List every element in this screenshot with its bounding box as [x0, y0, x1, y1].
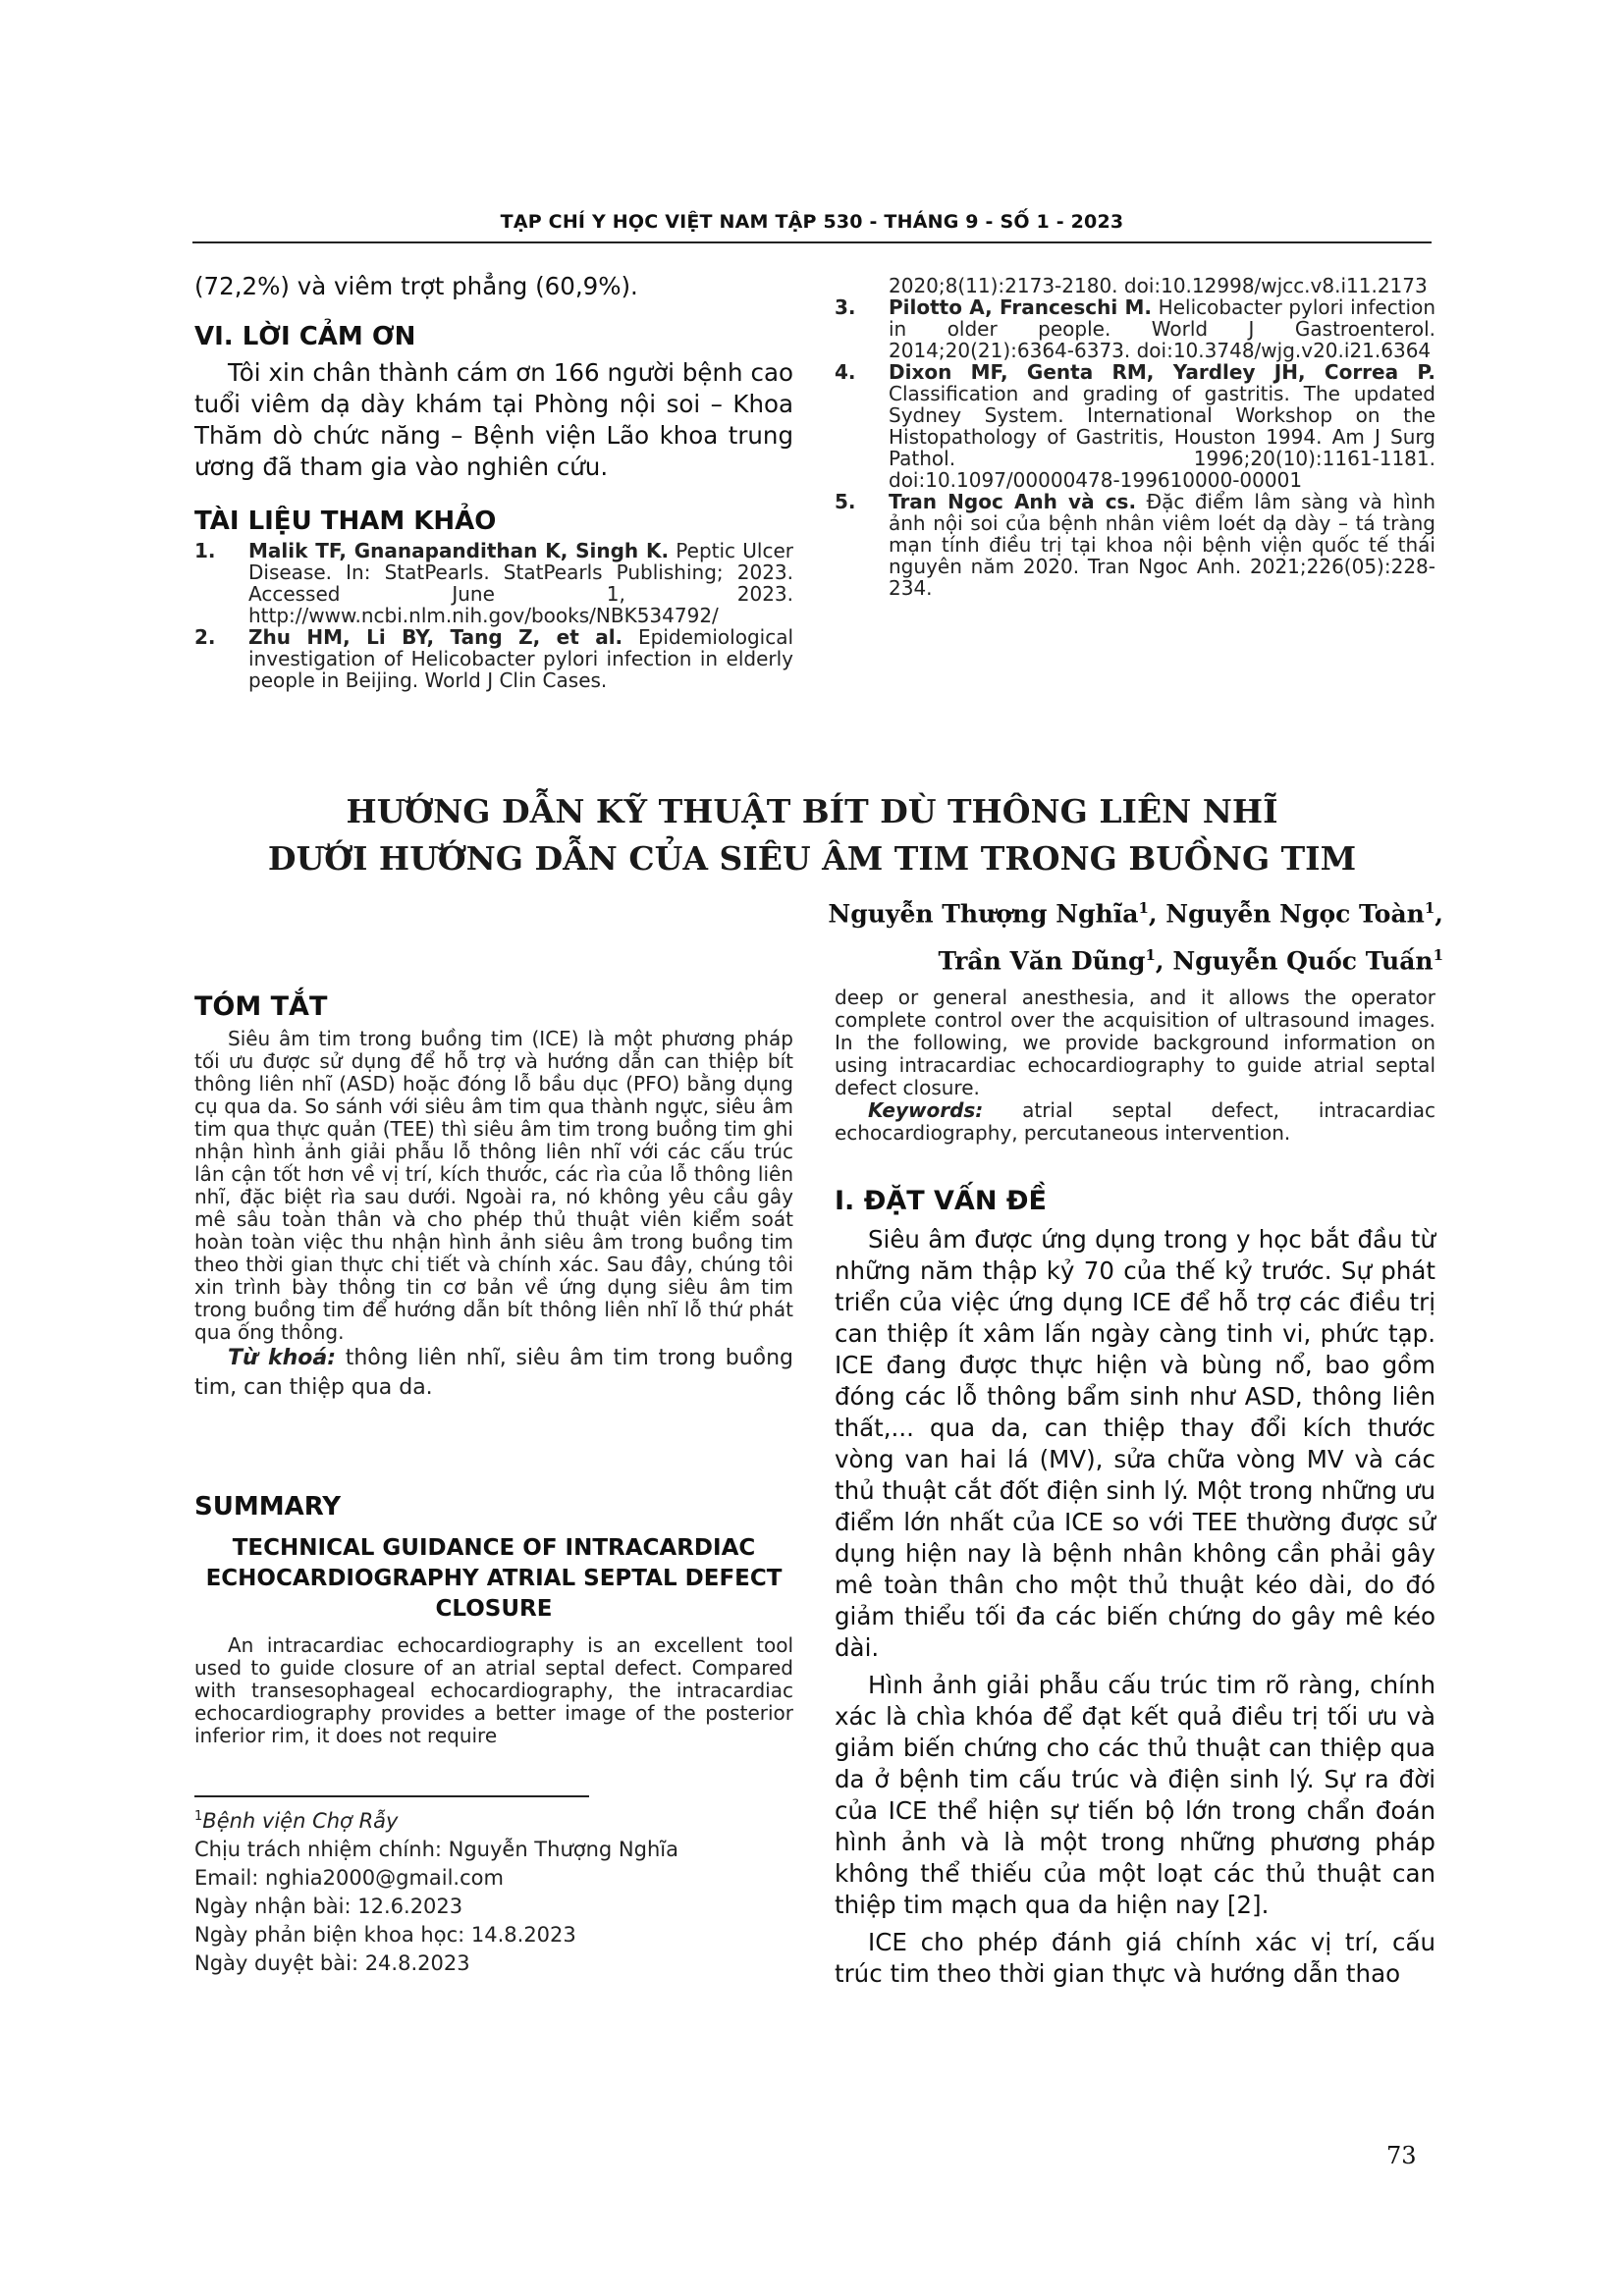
references-section	[194, 507, 793, 691]
introduction-paragraph: Hình ảnh giải phẫu cấu trúc tim rõ ràng, chính xác là chìa khóa để đạt kết quả điều trị tối ưu và giảm biến chứng cho các thủ thuật can thiệp qua da ở bệnh tim cấu trúc và điện sinh lý. Sự ra đời của ICE thể hiện sự tiến bộ lớn trong chẩn đoán hình ảnh và là một trong những phương pháp không thể thiếu của một loạt các thủ thuật can thiệp tim mạch qua da hiện nay [2].	[835, 1671, 1435, 1919]
author-name: Trần Văn Dũng	[938, 946, 1146, 976]
author-name: Nguyễn Quốc Tuấn	[1172, 946, 1434, 976]
abstract-text: Siêu âm tim trong buồng tim (ICE) là một phương pháp tối ưu được sử dụng để hỗ trợ và hướng dẫn can thiệp bít thông liên nhĩ (ASD) hoặc đóng lỗ bầu dục (PFO) bằng dụng cụ qua da. So sánh với siêu âm tim qua thành ngực, siêu âm tim qua thực quản (TEE) thì siêu âm tim trong buồng tim ghi nhận hình ảnh giải phẫu lỗ thông liên nhĩ với các cấu trúc lân cận tốt hơn về vị trí, kích thước, các rìa của lỗ thông liên nhĩ, đặc biệt rìa sau dưới. Ngoài ra, nó không yêu cầu gây mê sâu toàn thân và cho phép thủ thuật viên kiểm soát hoàn toàn việc thu nhận hình ảnh siêu âm trong buồng tim theo thời gian thực chi tiết và chính xác. Sau đây, chúng tôi xin trình bày thông tin cơ bản về ứng dụng siêu âm tim trong buồng tim để hướng dẫn bít thông liên nhĩ lỗ thứ phát qua ống thông.	[194, 1027, 793, 1344]
page-number: 73	[1386, 2142, 1417, 2169]
affiliation-mark: 1	[1145, 946, 1156, 965]
journal-header: TẠP CHÍ Y HỌC VIỆT NAM TẬP 530 - THÁNG 9 - SỐ 1 - 2023	[500, 211, 1124, 233]
footnote-responsible: Chịu trách nhiệm chính: Nguyễn Thượng Nghĩa	[194, 1838, 678, 1861]
article-title-line-1: HƯỚNG DẪN KỸ THUẬT BÍT DÙ THÔNG LIÊN NHĨ	[346, 792, 1278, 830]
acknowledgement-section	[194, 322, 793, 483]
summary-text-part1: An intracardiac echocardiography is an excellent tool used to guide closure of an atrial septal defect. Compared with transesophageal echocardiography, the intracardiac echocardiography provides a better image of the posterior inferior rim, it does not require	[194, 1633, 793, 1747]
affiliation-mark: 1	[1433, 946, 1443, 965]
affiliation-mark: 1	[1424, 899, 1435, 917]
introduction-heading: I. ĐẶT VẤN ĐỀ	[835, 1186, 1047, 1216]
reference-item: 2. Zhu HM, Li BY, Tang Z, et al. Epidemiological investigation of Helicobacter pylori infection in elderly people in Beijing. World J Clin Cases.	[194, 625, 794, 692]
footnote-affiliation: $^1$Bệnh viện Chợ Rẫy	[194, 1809, 399, 1833]
introduction-paragraph: Siêu âm được ứng dụng trong y học bắt đầu từ những năm thập kỷ 70 của thế kỷ trước. Sự phát triển của việc ứng dụng ICE để hỗ trợ các điều trị can thiệp ít xâm lấn ngày càng tinh vi, phức tạp. ICE đang được thực hiện và bùng nổ, bao gồm đóng các lỗ thông bẩm sinh như ASD, thông liên thất,... qua da, can thiệp thay đổi kích thước vòng van hai lá (MV), sửa chữa vòng MV và các thủ thuật cắt đốt điện sinh lý. Một trong những ưu điểm lớn nhất của ICE so với TEE thường được sử dụng hiện nay là bệnh nhân không cần phải gây mê toàn thân cho một thủ thuật kéo dài, do đó giảm thiểu tối đa các biến chứng do gây mê kéo dài.	[835, 1225, 1435, 1662]
footnote-received: Ngày nhận bài: 12.6.2023	[194, 1895, 463, 1918]
acknowledgement-text: Tôi xin chân thành cám ơn 166 người bệnh cao tuổi viêm dạ dày khám tại Phòng nội soi – Khoa Thăm dò chức năng – Bệnh viện Lão khoa trung ương đã tham gia vào nghiên cứu.	[194, 358, 793, 481]
summary-heading-block	[194, 1492, 793, 1522]
footnote-reviewed: Ngày phản biện khoa học: 14.8.2023	[194, 1923, 576, 1947]
continuation-text: (72,2%) và viêm trợt phẳng (60,9%).	[194, 272, 638, 300]
keywords-en: Keywords: atrial septal defect, intracardiac echocardiography, percutaneous intervention.	[835, 1098, 1435, 1145]
reference-item: 3. Pilotto A, Franceschi M. Helicobacter pylori infection in older people. World J Gastroenterol. 2014;20(21):6364-6373. doi:10.3748/wjg.v20.i21.6364	[835, 295, 1435, 362]
summary-text-part2: deep or general anesthesia, and it allows the operator complete control over the acquisition of ultrasound images. In the following, we provide background information on using intracardiac echocardiography to guide atrial septal defect closure.	[835, 986, 1435, 1099]
header-rule	[192, 241, 1432, 243]
acknowledgement-heading: VI. LỜI CẢM ƠN	[194, 322, 416, 351]
reference-item: 5. Tran Ngoc Anh và cs. Đặc điểm lâm sàng và hình ảnh nội soi của bệnh nhân viêm loét dạ dày – tá tràng mạn tính điều trị tại khoa nội bệnh viện quốc tế thái nguyên năm 2020. Tran Ngoc Anh. 2021;226(05):228-234.	[835, 490, 1436, 600]
prev-article-continuation	[194, 271, 793, 302]
footnote-email: Email: nghia2000@gmail.com	[194, 1866, 504, 1890]
reference-item: 4. Dixon MF, Genta RM, Yardley JH, Correa P. Classification and grading of gastritis. The updated Sydney System. International Workshop on the Histopathology of Gastritis, Houston 1994. Am J Surg Pathol. 1996;20(10):1161-1181. doi:10.1097/00000478-199610000-00001	[835, 360, 1435, 492]
footnote	[194, 1802, 793, 1978]
author-list: Nguyễn Thượng Nghĩa$^1$, Nguyễn Ngọc Toàn$^1$, Trần Văn Dũng$^1$, Nguyễn Quốc Tuấn$^1$	[828, 899, 1443, 976]
affiliation-mark: 1	[1138, 899, 1149, 917]
abstract-section	[194, 991, 793, 1403]
article-title-line-2: DƯỚI HƯỚNG DẪN CỦA SIÊU ÂM TIM TRONG BUỒNG TIM	[267, 839, 1357, 878]
introduction-paragraph: ICE cho phép đánh giá chính xác vị trí, cấu trúc tim theo thời gian thực và hướng dẫn thao	[835, 1928, 1435, 1988]
footnote-rule	[194, 1795, 589, 1797]
article-title	[192, 788, 1432, 882]
footnote-accepted: Ngày duyệt bài: 24.8.2023	[194, 1951, 470, 1975]
summary-text-part2-block	[835, 987, 1435, 1145]
summary-title: TECHNICAL GUIDANCE OF INTRACARDIAC ECHOCARDIOGRAPHY ATRIAL SEPTAL DEFECT CLOSURE	[205, 1535, 783, 1622]
reference-item: 1. Malik TF, Gnanapandithan K, Singh K. Peptic Ulcer Disease. In: StatPearls. StatPearls Publishing; 2023. Accessed June 1, 2023. http://www.ncbi.nlm.nih.gov/books/NBK534792/	[194, 539, 793, 627]
reference-item: 2020;8(11):2173-2180. doi:10.12998/wjcc.v8.i11.2173	[889, 274, 1428, 297]
keywords-vi: Từ khoá: thông liên nhĩ, siêu âm tim trong buồng tim, can thiệp qua da.	[194, 1346, 793, 1400]
references-heading: TÀI LIỆU THAM KHẢO	[194, 507, 497, 536]
author-name: Nguyễn Ngọc Toàn	[1165, 899, 1425, 929]
author-name: Nguyễn Thượng Nghĩa	[828, 899, 1139, 929]
introduction-section	[835, 1186, 1435, 1990]
abstract-heading: TÓM TẮT	[194, 991, 328, 1022]
summary-heading: SUMMARY	[194, 1492, 342, 1522]
references-continued	[835, 275, 1435, 599]
